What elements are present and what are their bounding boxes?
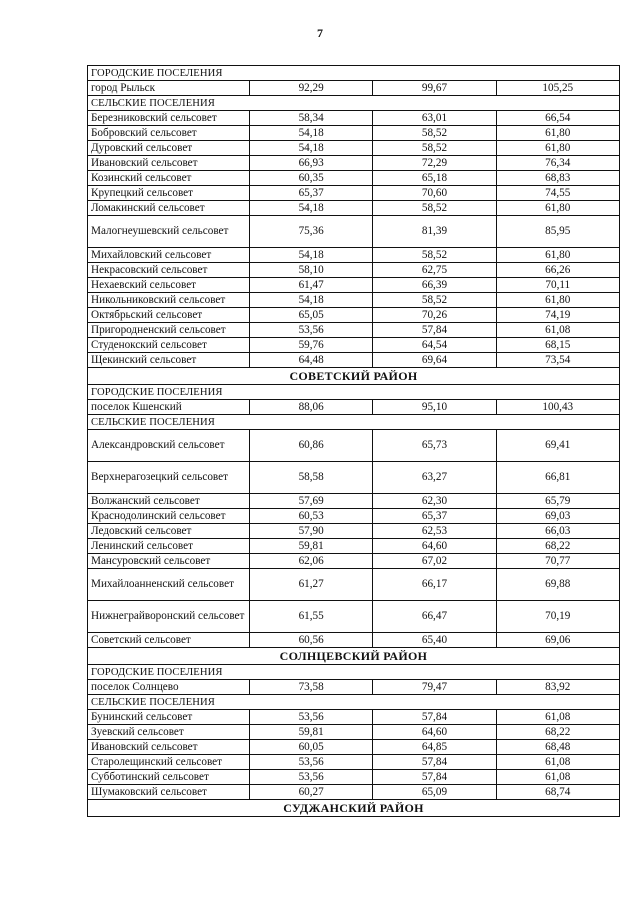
value-col-3: 66,54	[496, 111, 619, 126]
settlement-name: Дуровский сельсовет	[88, 141, 250, 156]
settlement-name: Ленинский сельсовет	[88, 539, 250, 554]
value-col-2: 66,39	[373, 278, 496, 293]
settlement-name: Крупецкий сельсовет	[88, 186, 250, 201]
settlement-type-row	[88, 66, 620, 81]
value-col-3: 61,80	[496, 248, 619, 263]
value-col-3: 61,08	[496, 710, 619, 725]
value-col-3: 70,77	[496, 554, 619, 569]
value-col-3: 66,81	[496, 462, 619, 494]
table-row	[88, 308, 620, 323]
value-col-1: 57,90	[250, 524, 373, 539]
value-col-3: 69,06	[496, 633, 619, 648]
value-col-2: 99,67	[373, 81, 496, 96]
settlement-type-row	[88, 665, 620, 680]
settlement-name: Нехаевский сельсовет	[88, 278, 250, 293]
value-col-2: 58,52	[373, 248, 496, 263]
value-col-1: 54,18	[250, 248, 373, 263]
table-row	[88, 126, 620, 141]
value-col-1: 75,36	[250, 216, 373, 248]
value-col-2: 62,30	[373, 494, 496, 509]
value-col-2: 57,84	[373, 323, 496, 338]
table-row	[88, 141, 620, 156]
value-col-2: 58,52	[373, 293, 496, 308]
value-col-1: 58,58	[250, 462, 373, 494]
settlement-name: поселок Кшенский	[88, 400, 250, 415]
settlement-type-row	[88, 415, 620, 430]
tariff-table-body	[88, 66, 620, 817]
settlement-name: Михайлоанненский сельсовет	[88, 569, 250, 601]
value-col-1: 65,37	[250, 186, 373, 201]
value-col-3: 61,08	[496, 755, 619, 770]
value-col-3: 83,92	[496, 680, 619, 695]
table-row	[88, 770, 620, 785]
table-row	[88, 740, 620, 755]
tariff-table	[87, 65, 620, 817]
table-row	[88, 755, 620, 770]
settlement-name: поселок Солнцево	[88, 680, 250, 695]
value-col-1: 54,18	[250, 293, 373, 308]
value-col-1: 60,56	[250, 633, 373, 648]
table-row	[88, 201, 620, 216]
district-title: СОЛНЦЕВСКИЙ РАЙОН	[88, 648, 620, 665]
table-row	[88, 710, 620, 725]
settlement-name: Мансуровский сельсовет	[88, 554, 250, 569]
settlement-name: Малогнеушевский сельсовет	[88, 216, 250, 248]
settlement-name: Ивановский сельсовет	[88, 156, 250, 171]
value-col-1: 92,29	[250, 81, 373, 96]
value-col-1: 73,58	[250, 680, 373, 695]
value-col-2: 62,75	[373, 263, 496, 278]
settlement-name: Шумаковский сельсовет	[88, 785, 250, 800]
value-col-2: 64,54	[373, 338, 496, 353]
settlement-type-label: СЕЛЬСКИЕ ПОСЕЛЕНИЯ	[88, 695, 620, 710]
table-row	[88, 400, 620, 415]
settlement-name: Бунинский сельсовет	[88, 710, 250, 725]
value-col-3: 100,43	[496, 400, 619, 415]
value-col-2: 57,84	[373, 770, 496, 785]
value-col-3: 61,08	[496, 323, 619, 338]
value-col-2: 67,02	[373, 554, 496, 569]
table-row	[88, 81, 620, 96]
value-col-2: 62,53	[373, 524, 496, 539]
value-col-2: 65,09	[373, 785, 496, 800]
value-col-1: 54,18	[250, 201, 373, 216]
value-col-3: 68,22	[496, 725, 619, 740]
settlement-name: Верхнерагозецкий сельсовет	[88, 462, 250, 494]
value-col-1: 60,27	[250, 785, 373, 800]
value-col-2: 57,84	[373, 755, 496, 770]
table-row	[88, 633, 620, 648]
settlement-type-row	[88, 385, 620, 400]
value-col-1: 59,81	[250, 725, 373, 740]
value-col-1: 61,47	[250, 278, 373, 293]
value-col-1: 54,18	[250, 141, 373, 156]
value-col-3: 66,03	[496, 524, 619, 539]
value-col-3: 74,19	[496, 308, 619, 323]
settlement-name: Зуевский сельсовет	[88, 725, 250, 740]
settlement-name: Михайловский сельсовет	[88, 248, 250, 263]
table-row	[88, 323, 620, 338]
table-row	[88, 494, 620, 509]
value-col-3: 61,80	[496, 293, 619, 308]
settlement-name: Нижнеграйворонский сельсовет	[88, 601, 250, 633]
settlement-name: Никольниковский сельсовет	[88, 293, 250, 308]
table-row	[88, 430, 620, 462]
value-col-3: 61,80	[496, 201, 619, 216]
settlement-name: Советский сельсовет	[88, 633, 250, 648]
value-col-3: 69,41	[496, 430, 619, 462]
table-row	[88, 601, 620, 633]
value-col-1: 53,56	[250, 710, 373, 725]
value-col-3: 70,11	[496, 278, 619, 293]
value-col-3: 66,26	[496, 263, 619, 278]
settlement-name: город Рыльск	[88, 81, 250, 96]
table-row	[88, 680, 620, 695]
settlement-name: Пригородненский сельсовет	[88, 323, 250, 338]
value-col-2: 79,47	[373, 680, 496, 695]
table-row	[88, 725, 620, 740]
value-col-2: 65,73	[373, 430, 496, 462]
value-col-3: 74,55	[496, 186, 619, 201]
value-col-2: 65,37	[373, 509, 496, 524]
table-row	[88, 554, 620, 569]
settlement-type-row	[88, 96, 620, 111]
value-col-3: 68,83	[496, 171, 619, 186]
table-row	[88, 353, 620, 368]
value-col-3: 65,79	[496, 494, 619, 509]
value-col-2: 65,40	[373, 633, 496, 648]
settlement-name: Ломакинский сельсовет	[88, 201, 250, 216]
value-col-1: 88,06	[250, 400, 373, 415]
value-col-3: 61,80	[496, 126, 619, 141]
settlement-type-label: СЕЛЬСКИЕ ПОСЕЛЕНИЯ	[88, 96, 620, 111]
value-col-2: 63,27	[373, 462, 496, 494]
value-col-2: 95,10	[373, 400, 496, 415]
table-row	[88, 278, 620, 293]
table-row	[88, 216, 620, 248]
value-col-3: 61,08	[496, 770, 619, 785]
table-row	[88, 569, 620, 601]
value-col-1: 53,56	[250, 770, 373, 785]
value-col-2: 72,29	[373, 156, 496, 171]
value-col-1: 61,27	[250, 569, 373, 601]
settlement-type-label: ГОРОДСКИЕ ПОСЕЛЕНИЯ	[88, 665, 620, 680]
value-col-1: 58,10	[250, 263, 373, 278]
table-row	[88, 338, 620, 353]
settlement-name: Бобровский сельсовет	[88, 126, 250, 141]
value-col-2: 63,01	[373, 111, 496, 126]
district-header-row	[88, 648, 620, 665]
value-col-3: 68,22	[496, 539, 619, 554]
value-col-1: 60,53	[250, 509, 373, 524]
value-col-1: 60,05	[250, 740, 373, 755]
value-col-2: 64,85	[373, 740, 496, 755]
value-col-1: 53,56	[250, 755, 373, 770]
settlement-name: Ивановский сельсовет	[88, 740, 250, 755]
table-row	[88, 462, 620, 494]
settlement-type-label: ГОРОДСКИЕ ПОСЕЛЕНИЯ	[88, 66, 620, 81]
value-col-3: 61,80	[496, 141, 619, 156]
value-col-2: 81,39	[373, 216, 496, 248]
value-col-3: 69,88	[496, 569, 619, 601]
table-row	[88, 111, 620, 126]
value-col-3: 73,54	[496, 353, 619, 368]
table-row	[88, 293, 620, 308]
value-col-1: 53,56	[250, 323, 373, 338]
settlement-name: Волжанский сельсовет	[88, 494, 250, 509]
settlement-name: Субботинский сельсовет	[88, 770, 250, 785]
value-col-1: 54,18	[250, 126, 373, 141]
value-col-2: 69,64	[373, 353, 496, 368]
value-col-1: 66,93	[250, 156, 373, 171]
settlement-name: Щекинский сельсовет	[88, 353, 250, 368]
value-col-3: 70,19	[496, 601, 619, 633]
value-col-2: 57,84	[373, 710, 496, 725]
settlement-name: Октябрьский сельсовет	[88, 308, 250, 323]
value-col-3: 76,34	[496, 156, 619, 171]
value-col-1: 59,76	[250, 338, 373, 353]
district-title: СУДЖАНСКИЙ РАЙОН	[88, 800, 620, 817]
settlement-name: Березниковский сельсовет	[88, 111, 250, 126]
table-row	[88, 524, 620, 539]
value-col-1: 57,69	[250, 494, 373, 509]
value-col-2: 65,18	[373, 171, 496, 186]
table-row	[88, 156, 620, 171]
settlement-name: Студенокский сельсовет	[88, 338, 250, 353]
settlement-name: Ледовский сельсовет	[88, 524, 250, 539]
value-col-1: 64,48	[250, 353, 373, 368]
table-row	[88, 785, 620, 800]
value-col-1: 61,55	[250, 601, 373, 633]
value-col-2: 64,60	[373, 725, 496, 740]
value-col-1: 59,81	[250, 539, 373, 554]
value-col-1: 60,35	[250, 171, 373, 186]
settlement-type-row	[88, 695, 620, 710]
value-col-1: 60,86	[250, 430, 373, 462]
value-col-3: 68,15	[496, 338, 619, 353]
value-col-2: 64,60	[373, 539, 496, 554]
district-header-row	[88, 368, 620, 385]
value-col-2: 58,52	[373, 126, 496, 141]
value-col-3: 68,74	[496, 785, 619, 800]
value-col-2: 70,26	[373, 308, 496, 323]
value-col-3: 68,48	[496, 740, 619, 755]
value-col-2: 66,17	[373, 569, 496, 601]
table-row	[88, 171, 620, 186]
value-col-3: 105,25	[496, 81, 619, 96]
value-col-1: 65,05	[250, 308, 373, 323]
value-col-1: 62,06	[250, 554, 373, 569]
value-col-2: 58,52	[373, 141, 496, 156]
table-row	[88, 186, 620, 201]
district-header-row	[88, 800, 620, 817]
value-col-3: 85,95	[496, 216, 619, 248]
district-title: СОВЕТСКИЙ РАЙОН	[88, 368, 620, 385]
value-col-1: 58,34	[250, 111, 373, 126]
settlement-name: Старолещинский сельсовет	[88, 755, 250, 770]
value-col-3: 69,03	[496, 509, 619, 524]
settlement-type-label: СЕЛЬСКИЕ ПОСЕЛЕНИЯ	[88, 415, 620, 430]
table-row	[88, 509, 620, 524]
settlement-name: Некрасовский сельсовет	[88, 263, 250, 278]
table-row	[88, 263, 620, 278]
value-col-2: 66,47	[373, 601, 496, 633]
settlement-name: Козинский сельсовет	[88, 171, 250, 186]
table-row	[88, 539, 620, 554]
settlement-type-label: ГОРОДСКИЕ ПОСЕЛЕНИЯ	[88, 385, 620, 400]
page-number: 7	[317, 26, 323, 40]
settlement-name: Краснодолинский сельсовет	[88, 509, 250, 524]
value-col-2: 58,52	[373, 201, 496, 216]
settlement-name: Александровский сельсовет	[88, 430, 250, 462]
table-row	[88, 248, 620, 263]
value-col-2: 70,60	[373, 186, 496, 201]
